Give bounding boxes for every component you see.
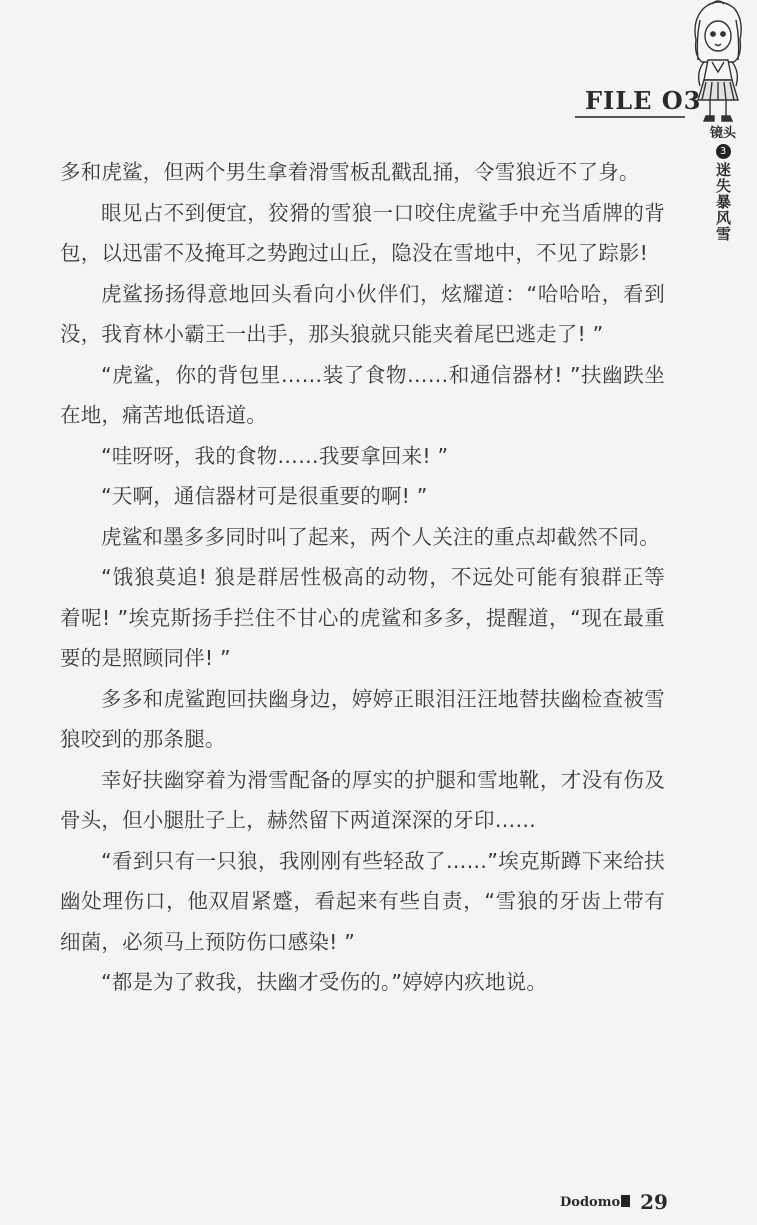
paragraph: 虎鲨和墨多多同时叫了起来，两个人关注的重点却截然不同。 xyxy=(101,524,660,549)
paragraph: “哇呀呀，我的食物……我要拿回来! ” xyxy=(101,443,449,468)
body-text xyxy=(60,152,665,1003)
paragraph: 多和虎鲨，但两个男生拿着滑雪板乱戳乱捅，令雪狼近不了身。 xyxy=(60,160,640,184)
paragraph: “虎鲨，你的背包里……装了食物……和通信器材! ”扶幽跌坐在地，痛苦地低语道。 xyxy=(60,362,665,427)
brand-mark-icon xyxy=(621,1195,630,1207)
paragraph: 虎鲨扬扬得意地回头看向小伙伴们，炫耀道：“哈哈哈，看到没，我育林小霸王一出手，那头狼就只能夹着尾巴逃走了! ” xyxy=(60,281,665,346)
paragraph: 多多和虎鲨跑回扶幽身边，婷婷正眼泪汪汪地替扶幽检查被雪狼咬到的那条腿。 xyxy=(60,686,665,751)
paragraph: “都是为了救我，扶幽才受伤的。”婷婷内疚地说。 xyxy=(101,970,548,994)
header-rule xyxy=(575,116,685,118)
chapter-title: 迷失暴风雪 xyxy=(714,162,732,242)
side-tab-top: 镜头 xyxy=(709,126,736,141)
file-label: FILE O3 xyxy=(585,86,702,115)
paragraph: “天啊，通信器材可是很重要的啊! ” xyxy=(101,484,428,508)
paragraph: “饿狼莫追! 狼是群居性极高的动物，不远处可能有狼群正等着呢! ”埃克斯扬手拦住不甘心的虎鲨和多多，提醒道，“现在最重要的是照顾同伴! ” xyxy=(60,565,665,670)
paragraph: 幸好扶幽穿着为滑雪配备的厚实的护腿和雪地靴，才没有伤及骨头，但小腿肚子上，赫然留下两道深深的牙印…… xyxy=(60,767,665,832)
page-footer xyxy=(560,1190,668,1214)
page-number: 29 xyxy=(640,1190,668,1214)
brand-text: Dodomo xyxy=(560,1194,621,1210)
chapter-side-tab xyxy=(700,126,746,242)
paragraph: “看到只有一只狼，我刚刚有些轻敌了……”埃克斯蹲下来给扶幽处理伤口，他双眉紧蹙，看起来有些自责，“雪狼的牙齿上带有细菌，必须马上预防伤口感染! ” xyxy=(60,848,665,954)
chapter-number-badge: 3 xyxy=(716,144,731,159)
brand-logo xyxy=(560,1195,630,1210)
paragraph: 眼见占不到便宜，狡猾的雪狼一口咬住虎鲨手中充当盾牌的背包，以迅雷不及掩耳之势跑过山丘，隐没在雪地中，不见了踪影! xyxy=(60,200,665,265)
